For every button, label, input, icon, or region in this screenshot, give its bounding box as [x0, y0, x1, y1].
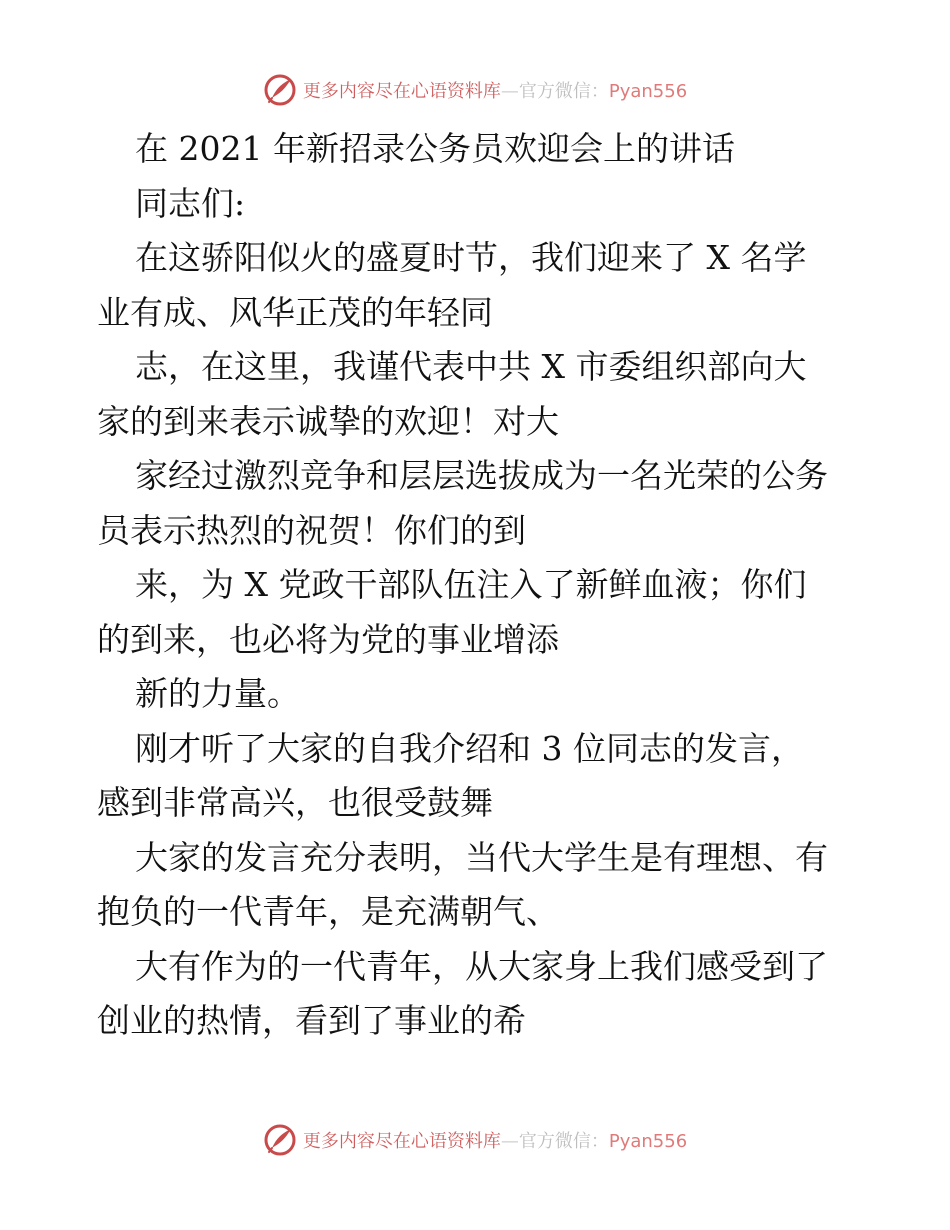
watermark-text — [303, 77, 687, 103]
watermark-text — [303, 1127, 687, 1153]
text-line: 业有成、风华正茂的年轻同 — [97, 292, 493, 332]
text-line: 家经过激烈竞争和层层选拔成为一名光荣的公务 — [135, 456, 828, 495]
document-title: 在 2021 年新招录公务员欢迎会上的讲话 — [135, 129, 735, 168]
feather-pen-logo-icon — [263, 1123, 297, 1157]
text-line: 感到非常高兴，也很受鼓舞 — [97, 783, 493, 822]
watermark-wechat-id: Pyan556 — [608, 1131, 688, 1152]
text-line: 新的力量。 — [135, 674, 300, 713]
footer-watermark — [0, 1120, 950, 1160]
text-line: 大家的发言充分表明，当代大学生是有理想、有 — [135, 837, 828, 877]
text-line: 在这骄阳似火的盛夏时节，我们迎来了 X 名学 — [135, 238, 807, 277]
text-line: 刚才听了大家的自我介绍和 3 位同志的发言， — [135, 728, 804, 768]
document-body — [97, 122, 837, 1049]
text-line: 同志们: — [135, 183, 246, 223]
text-line: 员表示热烈的祝贺！你们的到 — [97, 510, 526, 550]
text-line: 的到来，也必将为党的事业增添 — [97, 619, 559, 659]
watermark-separator: — — [500, 81, 519, 102]
text-line: 抱负的一代青年，是充满朝气、 — [97, 892, 559, 931]
text-line: 大有作为的一代青年，从大家身上我们感受到了 — [135, 946, 828, 986]
watermark-main: 更多内容尽在心语资料库 — [302, 1131, 501, 1152]
text-line: 家的到来表示诚挚的欢迎！对大 — [97, 401, 559, 441]
watermark-wechat-id: Pyan556 — [608, 81, 688, 102]
text-line: 来，为 X 党政干部队伍注入了新鲜血液；你们 — [135, 565, 807, 604]
watermark-main: 更多内容尽在心语资料库 — [302, 81, 501, 102]
watermark-wechat-label: 官方微信： — [518, 1131, 609, 1152]
watermark-wechat-label: 官方微信： — [518, 81, 609, 102]
header-watermark — [0, 70, 950, 110]
text-line: 创业的热情，看到了事业的希 — [97, 1001, 526, 1040]
watermark-separator: — — [500, 1131, 519, 1152]
text-line: 志，在这里，我谨代表中共 X 市委组织部向大 — [135, 347, 807, 386]
feather-pen-logo-icon — [263, 73, 297, 107]
